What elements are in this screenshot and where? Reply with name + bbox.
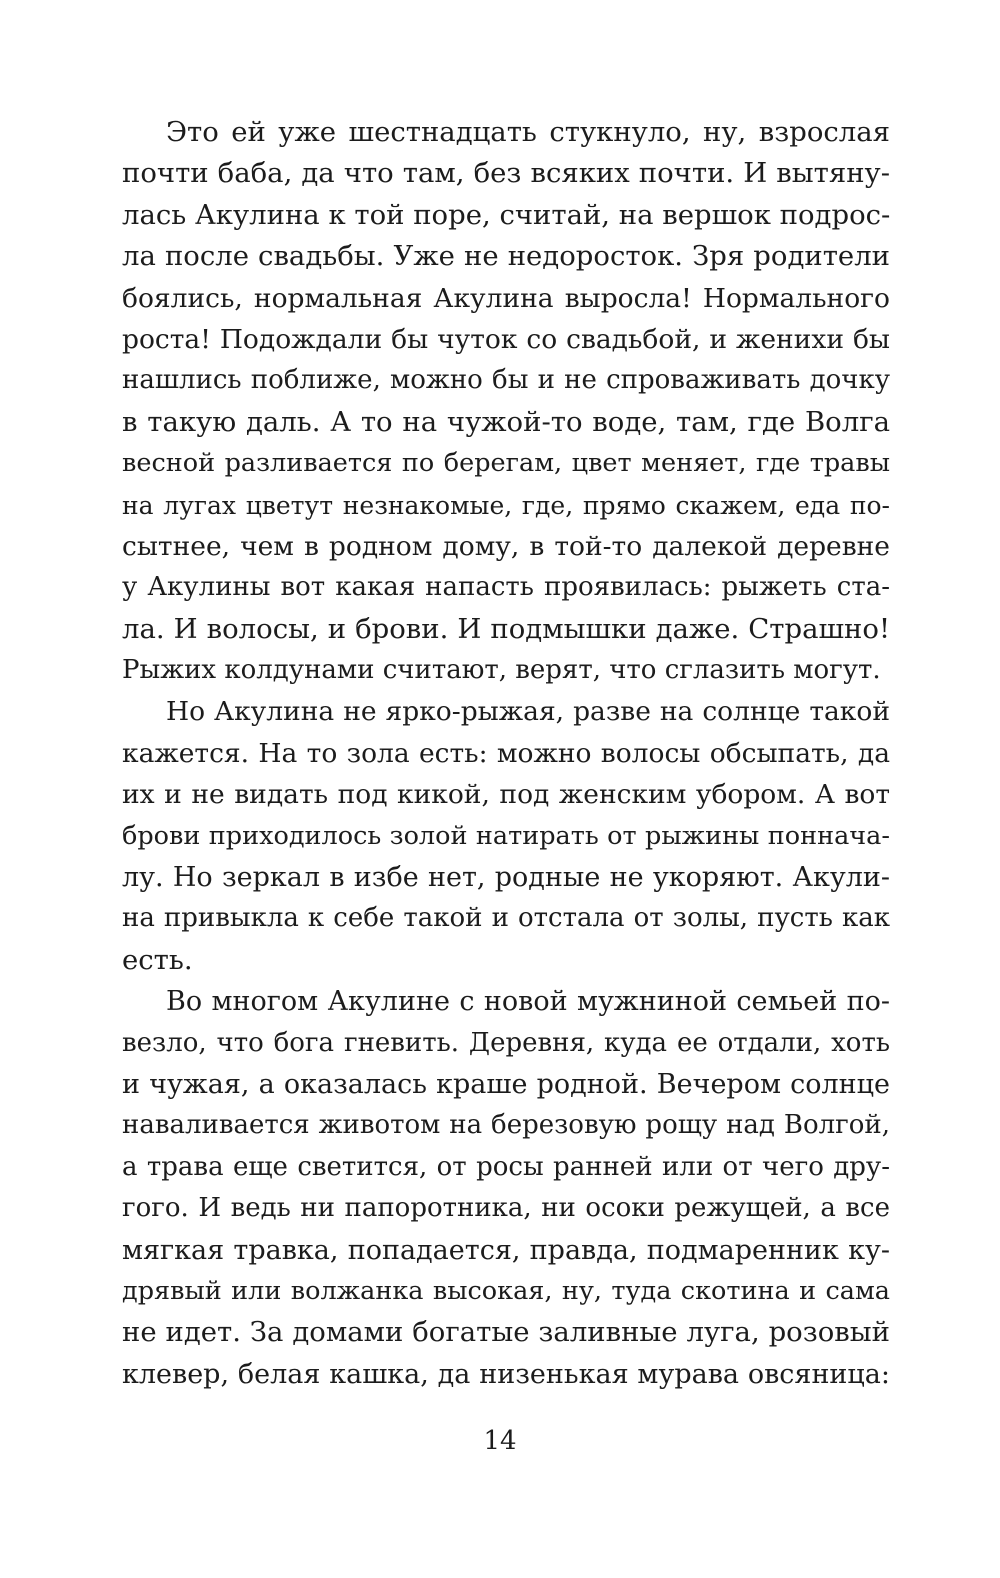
text-line: на лугах цветут незнакомые, где, прямо скажем, еда по-	[122, 490, 890, 520]
text-line: наваливается животом на березовую рощу над Волгой,	[122, 1110, 890, 1141]
text-line: гого. И ведь ни папоротника, ни осоки режущей, а все	[122, 1193, 890, 1224]
text-line: не идет. За домами богатые заливные луга, розовый	[122, 1316, 890, 1349]
text-line: боялись, нормальная Акулина выросла! Нормального	[122, 282, 890, 314]
text-line: а трава еще светится, от росы ранней или от чего дру-	[122, 1151, 890, 1182]
text-line: Это ей уже шестнадцать стукнуло, ну, взрослая	[166, 116, 890, 148]
text-line: кажется. На то зола есть: можно волосы обсыпать, да	[122, 737, 890, 769]
text-line: есть.	[122, 943, 193, 976]
text-line: сытнее, чем в родном дому, в той-то далекой деревне	[122, 530, 890, 562]
text-line: нашлись поближе, можно бы и не спроваживать дочку	[122, 365, 890, 396]
text-line: ла. И волосы, и брови. И подмышки даже. Страшно!	[122, 612, 890, 645]
text-line: везло, что бога гневить. Деревня, куда ее отдали, хоть	[122, 1027, 890, 1058]
text-line: Во многом Акулине с новой мужниной семьей по-	[166, 986, 890, 1018]
text-line: дрявый или волжанка высокая, ну, туда скотина и сама	[122, 1275, 890, 1306]
text-line: почти баба, да что там, без всяких почти. И вытяну-	[122, 157, 890, 190]
text-line: весной разливается по берегам, цвет меняет, где травы	[122, 448, 890, 479]
text-line: мягкая травка, попадается, правда, подмаренник ку-	[122, 1234, 890, 1266]
text-line: на привыкла к себе такой и отстала от золы, пусть как	[122, 903, 890, 934]
text-line: лу. Но зеркал в избе нет, родные не укоряют. Акули-	[122, 862, 890, 894]
text-line: роста! Подождали бы чуток со свадьбой, и женихи бы	[122, 323, 890, 355]
text-line: в такую даль. А то на чужой-то воде, там, где Волга	[122, 405, 890, 438]
text-line: ла после свадьбы. Уже не недоросток. Зря родители	[122, 240, 890, 273]
text-line: и чужая, а оказалась краше родной. Вечером солнце	[122, 1068, 890, 1100]
body-text	[122, 112, 890, 1395]
text-line: их и не видать под кикой, под женским убором. А вот	[122, 779, 890, 811]
text-line: брови приходилось золой натирать от рыжины поннача-	[122, 820, 890, 851]
text-line: клевер, белая кашка, да низенькая мурава овсяница:	[122, 1358, 890, 1390]
text-line: Но Акулина не ярко-рыжая, разве на солнце такой	[166, 696, 890, 728]
text-line: у Акулины вот какая напасть проявилась: рыжеть ста-	[122, 572, 890, 603]
page-number: 14	[483, 1426, 517, 1456]
text-line: лась Акулина к той поре, считай, на вершок подрос-	[122, 198, 891, 231]
text-line: Рыжих колдунами считают, верят, что сглазить могут.	[122, 655, 881, 686]
